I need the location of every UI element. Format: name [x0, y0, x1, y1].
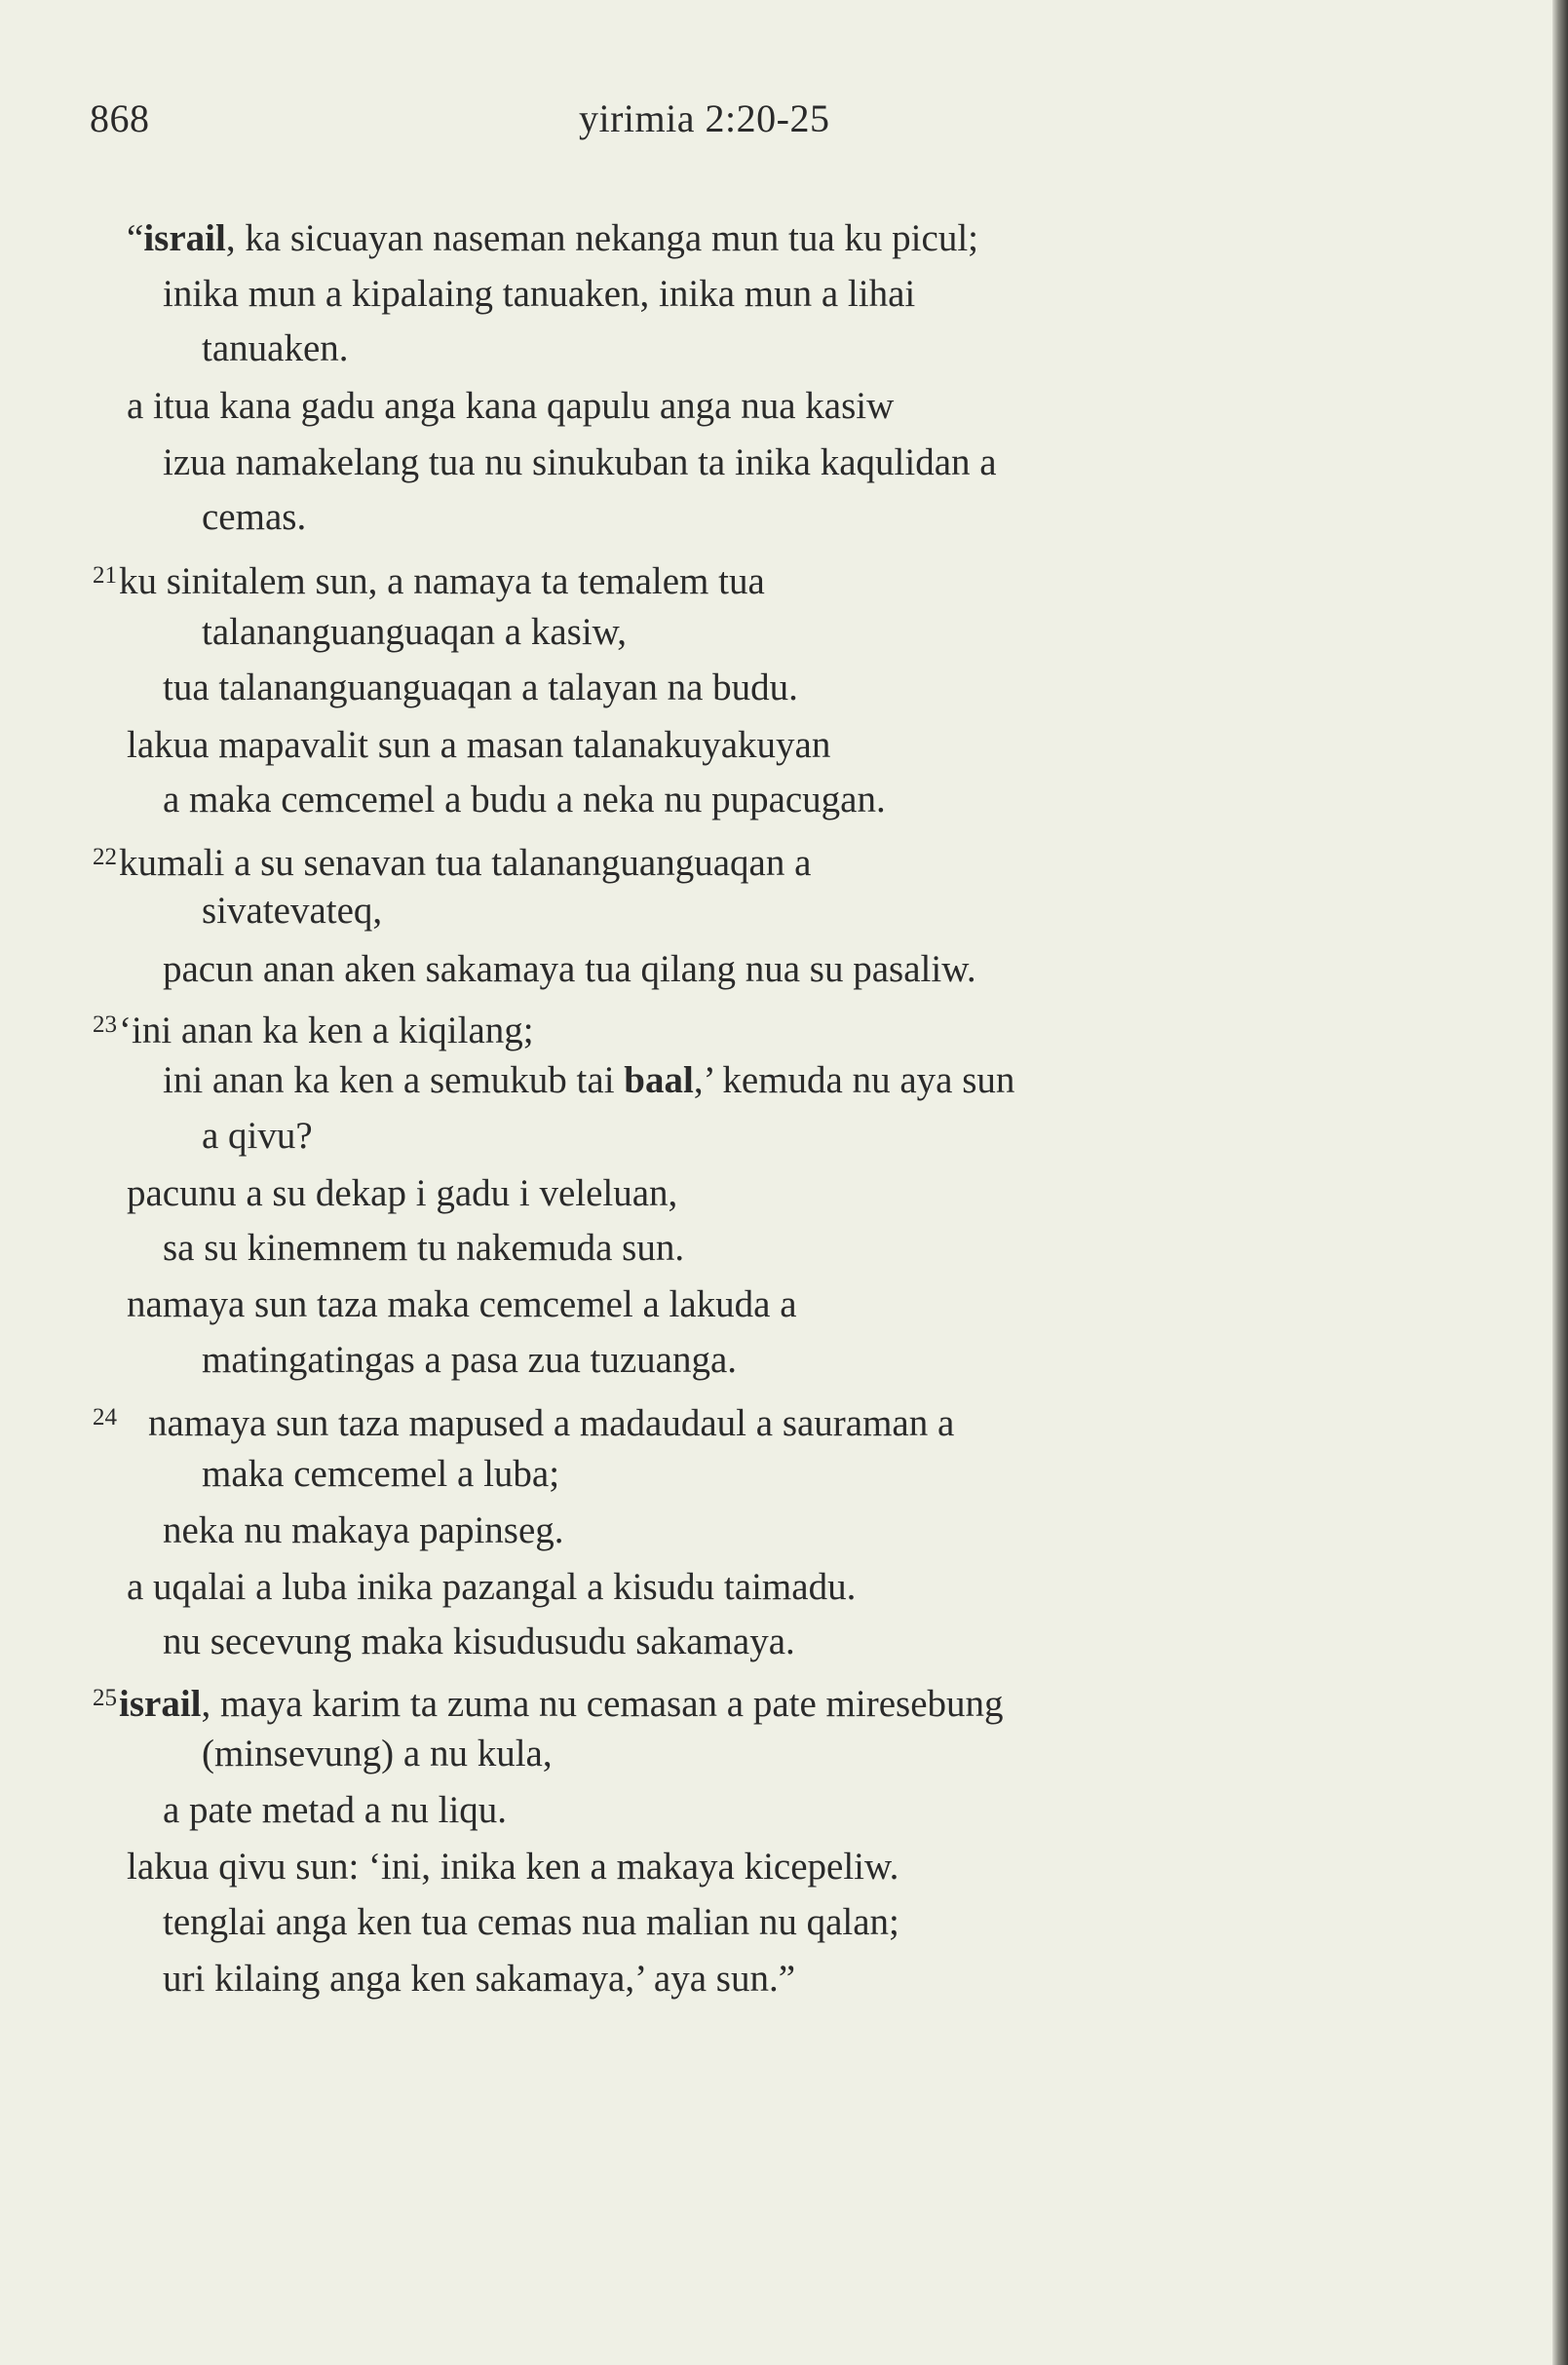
text-line: ini anan ka ken a semukub tai baal,’ kemuda nu aya sun	[163, 1059, 1015, 1101]
running-title: yirimia 2:20-25	[579, 96, 830, 140]
text-line: nu secevung maka kisudusudu sakamaya.	[163, 1621, 795, 1662]
page-number: 868	[90, 96, 150, 140]
text-line: pacunu a su dekap i gadu i veleluan,	[127, 1172, 678, 1214]
text-line: sivatevateq,	[202, 890, 383, 932]
text-line: maka cemcemel a luba;	[202, 1453, 560, 1495]
text-line: neka nu makaya papinseg.	[163, 1509, 564, 1551]
verse-line	[93, 1393, 954, 1442]
text-line: a qivu?	[202, 1115, 313, 1157]
verse-number: 22	[93, 844, 117, 870]
verse-number: 23	[93, 1011, 117, 1038]
text-line: izua namakelang tua nu sinukuban ta inika kaqulidan a	[163, 441, 997, 483]
text-line: (minsevung) a nu kula,	[202, 1733, 553, 1774]
text-line: ‘ini anan ka ken a kiqilang;	[119, 1010, 534, 1051]
verse-line	[93, 552, 765, 600]
text-line: sa su kinemnem tu nakemuda sun.	[163, 1227, 685, 1269]
text-line: a uqalai a luba inika pazangal a kisudu taimadu.	[127, 1566, 857, 1608]
page-header	[90, 95, 1454, 154]
text-line: uri kilaing anga ken sakamaya,’ aya sun.”	[163, 1958, 796, 2000]
text-line: tanuaken.	[202, 327, 349, 369]
verse-number: 24	[93, 1404, 117, 1430]
verse-line	[93, 1674, 1004, 1723]
verse-number: 21	[93, 562, 117, 589]
text-line: cemas.	[202, 496, 307, 538]
text-line: lakua mapavalit sun a masan talanakuyakuyan	[127, 724, 831, 766]
text-line: namaya sun taza maka cemcemel a lakuda a	[127, 1283, 797, 1325]
page-edge	[1552, 0, 1568, 2365]
text-line: pacun anan aken sakamaya tua qilang nua su pasaliw.	[163, 948, 976, 990]
text-line: a maka cemcemel a budu a neka nu pupacugan.	[163, 779, 886, 820]
text-line: tenglai anga ken tua cemas nua malian nu qalan;	[163, 1901, 899, 1943]
text-line: tua talananguanguaqan a talayan na budu.	[163, 667, 798, 708]
text-line: kumali a su senavan tua talananguanguaqan a	[119, 842, 812, 884]
text-line: a pate metad a nu liqu.	[163, 1789, 508, 1831]
text-line: inika mun a kipalaing tanuaken, inika mun a lihai	[163, 273, 916, 315]
text-line: a itua kana gadu anga kana qapulu anga nua kasiw	[127, 385, 895, 427]
verse-number: 25	[93, 1685, 117, 1711]
verse-line	[93, 833, 811, 882]
verse-line	[93, 1001, 534, 1049]
text-line: talananguanguaqan a kasiw,	[202, 611, 628, 653]
text-line: israil, maya karim ta zuma nu cemasan a pate miresebung	[119, 1683, 1004, 1725]
text-line: lakua qivu sun: ‘ini, inika ken a makaya kicepeliw.	[127, 1846, 899, 1888]
text-line: namaya sun taza mapused a madaudaul a sauraman a	[148, 1402, 955, 1444]
text-line: matingatingas a pasa zua tuzuanga.	[202, 1339, 738, 1381]
text-line: “israil, ka sicuayan naseman nekanga mun tua ku picul;	[127, 217, 978, 259]
text-line: ku sinitalem sun, a namaya ta temalem tua	[119, 560, 765, 602]
